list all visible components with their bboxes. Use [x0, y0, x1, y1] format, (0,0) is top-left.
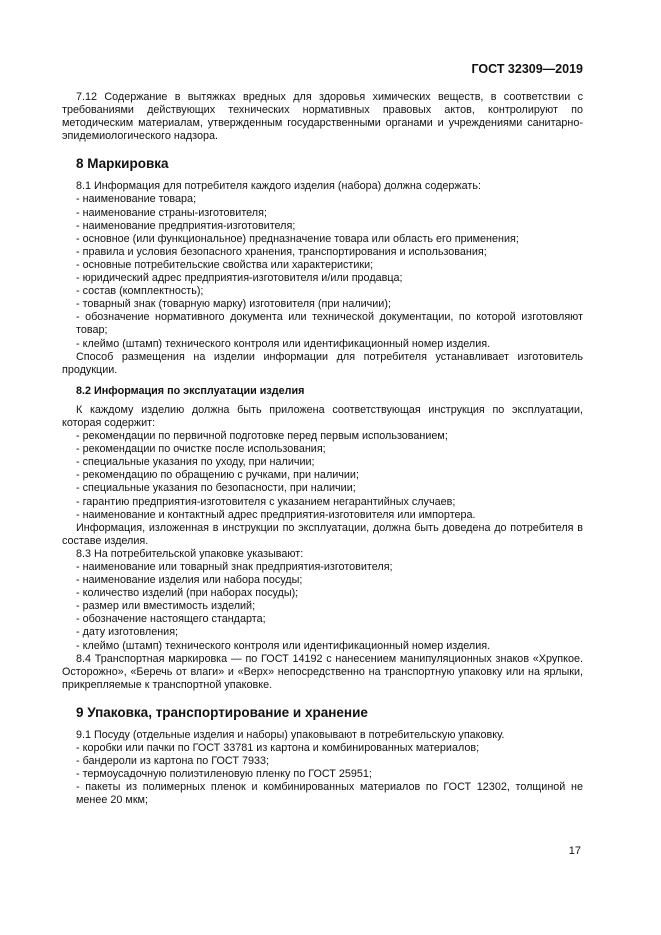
list-8-1 [62, 193, 583, 350]
list-item: - обозначение настоящего стандарта; [76, 613, 266, 626]
section-9-heading: 9 Упаковка, транспортирование и хранение [76, 704, 368, 720]
list-item: - состав (комплектность); [76, 285, 204, 298]
list-item: - наименование товара; [76, 193, 197, 206]
document-id: ГОСТ 32309—2019 [471, 62, 583, 76]
list-item: - коробки или пачки по ГОСТ 33781 из картона и комбинированных материалов; [76, 742, 480, 755]
paragraph-8-4: 8.4 Транспортная маркировка — по ГОСТ 14192 с нанесением манипуляционных знаков «Хрупкое. Осторожно», «Беречь от влаги» и «Верх» непосредственно на транспортную упаковку или на ярлыки, прикрепляемые к транспортной упаковке. [62, 652, 583, 691]
section-8-2-heading: 8.2 Информация по эксплуатации изделия [76, 384, 305, 397]
paragraph-9-1: 9.1 Посуду (отдельные изделия и наборы) упаковывают в потребительскую упаковку. [76, 728, 505, 741]
list-item: - основные потребительские свойства или характеристики; [76, 258, 374, 271]
list-item: - наименование изделия или набора посуды; [76, 574, 303, 587]
list-item: - количество изделий (при наборах посуды); [76, 587, 299, 600]
paragraph-8-3: 8.3 На потребительской упаковке указывают: [76, 547, 304, 560]
list-item: - пакеты из полимерных пленок и комбинированных материалов по ГОСТ 12302, толщиной не менее 20 мкм; [76, 781, 583, 807]
list-item: - обозначение нормативного документа или технической документации, по которой изготовляют товар; [76, 311, 583, 337]
list-item: - гарантию предприятия-изготовителя с указанием негарантийных случаев; [76, 495, 456, 508]
list-item: - юридический адрес предприятия-изготовителя и/или продавца; [76, 272, 403, 285]
list-item: - специальные указания по уходу, при наличии; [76, 456, 315, 469]
list-item: - размер или вместимость изделий; [76, 600, 256, 613]
list-item: - клеймо (штамп) технического контроля или идентификационный номер изделия. [76, 639, 491, 652]
paragraph-8-1-end: Способ размещения на изделии информации для потребителя устанавливает изготовитель продукции. [62, 350, 583, 376]
list-item: - наименование предприятия-изготовителя; [76, 219, 296, 232]
list-item: - специальные указания по безопасности, при наличии; [76, 482, 356, 495]
paragraph-8-2: К каждому изделию должна быть приложена соответствующая инструкция по эксплуатации, которая содержит: [62, 403, 583, 429]
list-item: - дату изготовления; [76, 626, 179, 639]
list-8-3 [62, 561, 583, 653]
list-item: - бандероли из картона по ГОСТ 7933; [76, 755, 269, 768]
paragraph-8-2-end: Информация, изложенная в инструкции по эксплуатации, должна быть доведена до потребителя в составе изделия. [62, 521, 583, 547]
list-item: - товарный знак (товарную марку) изготовителя (при наличии); [76, 298, 391, 311]
list-item: - наименование и контактный адрес предприятия-изготовителя или импортера. [76, 508, 476, 521]
list-item: - основное (или функциональное) предназначение товара или область его применения; [76, 232, 519, 245]
list-item: - рекомендацию по обращению с ручками, при наличии; [76, 469, 359, 482]
list-item: - термоусадочную полиэтиленовую пленку по ГОСТ 25951; [76, 768, 372, 781]
list-item: - правила и условия безопасного хранения, транспортирования и использования; [76, 245, 487, 258]
page-number: 17 [568, 845, 581, 857]
list-item: - рекомендации по очистке после использования; [76, 443, 326, 456]
paragraph-7-12: 7.12 Содержание в вытяжках вредных для здоровья химических веществ, в соответствии с требованиями действующих технических нормативных правовых актов, контролируют по методическим материалам, утвержденным государственными органами и учреждениями санитарно-эпидемиологического надзора. [62, 91, 583, 143]
list-item: - рекомендации по первичной подготовке перед первым использованием; [76, 430, 448, 443]
list-item: - клеймо (штамп) технического контроля или идентификационный номер изделия. [76, 337, 491, 350]
list-9-1 [62, 742, 583, 807]
list-8-2 [62, 430, 583, 522]
list-item: - наименование страны-изготовителя; [76, 206, 267, 219]
paragraph-8-1: 8.1 Информация для потребителя каждого изделия (набора) должна содержать: [76, 180, 481, 193]
page-content [62, 91, 583, 808]
list-item: - наименование или товарный знак предприятия-изготовителя; [76, 561, 393, 573]
section-8-heading: 8 Маркировка [76, 156, 169, 172]
